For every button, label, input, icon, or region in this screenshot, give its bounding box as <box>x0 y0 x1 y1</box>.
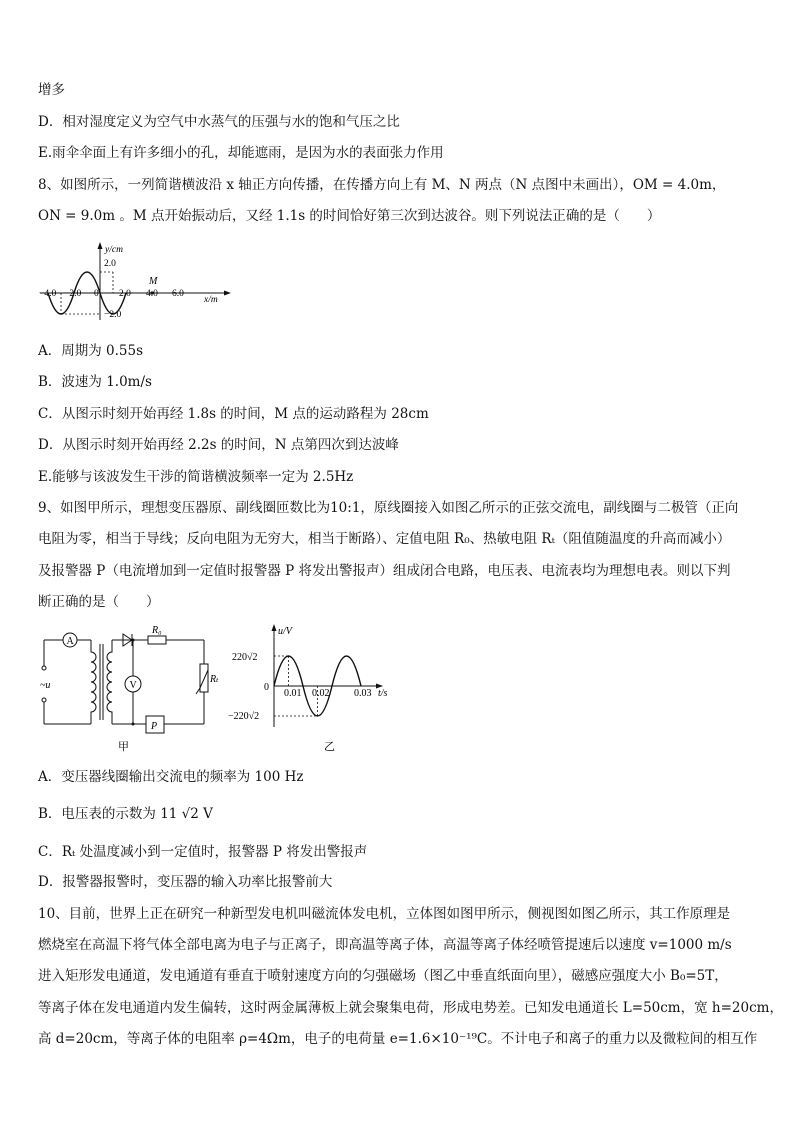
rt-label: Rₜ <box>210 674 219 685</box>
x-tick: −2.0 <box>64 289 82 299</box>
option-c: C．Rₜ 处温度减小到一定值时，报警器 P 将发出警报声 <box>38 844 368 860</box>
option-d: D．报警器报警时，变压器的输入功率比报警前大 <box>38 874 333 890</box>
terminal <box>42 698 46 702</box>
question-8-stem: 8、如图所示，一列简谐横波沿 x 轴正方向传播，在传播方向上有 M、N 两点（N 点图中未画出），OM = 4.0m， <box>38 177 726 193</box>
figure-caption: 甲 <box>118 741 129 753</box>
terminal <box>42 666 46 670</box>
option-d: D．相对湿度定义为空气中水蒸气的压强与水的饱和气压之比 <box>38 114 400 130</box>
question-9-stem: 断正确的是（ ） <box>38 594 160 610</box>
y-bottom-label: −2.0 <box>104 310 122 320</box>
u-axis-arrow-icon <box>272 624 277 631</box>
origin-label: 0 <box>264 682 269 693</box>
junction <box>132 639 135 642</box>
x-axis-label: x/m <box>204 295 218 305</box>
option-c: C．从图示时刻开始再经 1.8s 的时间，M 点的运动路程为 28cm <box>38 406 429 422</box>
secondary-coil <box>107 640 112 724</box>
t-tick: 0.01 <box>284 688 302 699</box>
option-e: E.雨伞伞面上有许多细小的孔，却能遮雨，是因为水的表面张力作用 <box>38 145 444 161</box>
x-tick: 2.0 <box>119 289 131 299</box>
option-b: B．电压表的示数为 11 √2 V <box>38 806 213 822</box>
question-10-stem: 燃烧室在高温下将气体全部电离为电子与正离子，即高温等离子体，高温等离子体经喷管提速后以速度 v=1000 m/s <box>38 937 732 953</box>
y-axis-label: y/cm <box>105 245 123 255</box>
y-axis-arrow-icon <box>98 242 103 249</box>
question-9-stem: 及报警器 P（电流增加到一定值时报警器 P 将发出警报声）组成闭合电路，电压表、电流表均为理想电表。则以下判 <box>38 563 731 579</box>
u-top-label: 220√2 <box>232 652 258 663</box>
question-10-stem: 10、目前，世界上正在研究一种新型发电机叫磁流体发电机，立体图如图甲所示，侧视图如图乙所示，其工作原理是 <box>38 906 731 922</box>
option-d: D．从图示时刻开始再经 2.2s 的时间，N 点第四次到达波峰 <box>38 437 399 453</box>
question-9-stem: 电阻为零，相当于导线；反向电阻为无穷大，相当于断路）、定值电阻 R₀、热敏电阻 Rₜ（阻值随温度的升高而减小） <box>38 531 731 547</box>
alarm-label: P <box>151 721 158 732</box>
junction <box>132 723 135 726</box>
option-a: A．变压器线圈输出交流电的频率为 100 Hz <box>38 769 304 785</box>
u-bottom-label: −220√2 <box>228 711 260 722</box>
r0-label: R₀ <box>152 625 162 636</box>
x-axis-arrow-icon <box>224 291 231 296</box>
circuit-diagram <box>36 622 221 757</box>
option-a: A．周期为 0.55s <box>38 343 144 359</box>
t-tick: 0.02 <box>312 688 330 699</box>
x-tick: −4.0 <box>39 289 57 299</box>
question-10-stem: 等离子体在发电通道内发生偏转，这时两金属薄板上就会聚集电荷，形成电势差。已知发电通道长 L=50cm，宽 h=20cm， <box>38 1000 783 1016</box>
point-m-label: M <box>149 276 158 287</box>
t-tick: 0.03 <box>354 688 372 699</box>
voltmeter-label: V <box>129 680 137 691</box>
t-axis-label: t/s <box>378 688 388 699</box>
wave-graph <box>36 240 236 322</box>
text-line: 增多 <box>38 82 65 98</box>
x-tick: 0 <box>94 289 99 299</box>
question-9-stem: 9、如图甲所示，理想变压器原、副线圈匝数比为10:1，原线圈接入如图乙所示的正弦交流电，副线圈与二极管（正向 <box>38 500 739 516</box>
ammeter-label: A <box>66 636 74 647</box>
voltage-time-graph <box>228 622 403 757</box>
question-10-stem: 高 d=20cm，等离子体的电阻率 ρ=4Ωm，电子的电荷量 e=1.6×10⁻¹⁹C。不计电子和离子的重力以及微粒间的相互作 <box>38 1031 758 1047</box>
option-b: B．波速为 1.0m/s <box>38 374 152 390</box>
x-tick: 6.0 <box>172 289 184 299</box>
resistor-r0 <box>148 636 166 644</box>
u-axis-label: u/V <box>278 626 292 637</box>
question-8-stem: ON = 9.0m 。M 点开始振动后，又经 1.1s 的时间恰好第三次到达波谷。则下列说法正确的是（ ） <box>38 208 661 224</box>
question-10-stem: 进入矩形发电通道，发电通道有垂直于喷射速度方向的匀强磁场（图乙中垂直纸面向里），磁感应强度大小 B₀=5T， <box>38 968 728 984</box>
y-top-label: 2.0 <box>104 259 116 269</box>
x-tick: 4.0 <box>146 289 158 299</box>
figure-caption: 乙 <box>324 741 335 753</box>
option-e: E.能够与该波发生干涉的简谐横波频率一定为 2.5Hz <box>38 469 354 485</box>
source-label: ~u <box>40 680 51 691</box>
primary-coil <box>91 640 96 724</box>
